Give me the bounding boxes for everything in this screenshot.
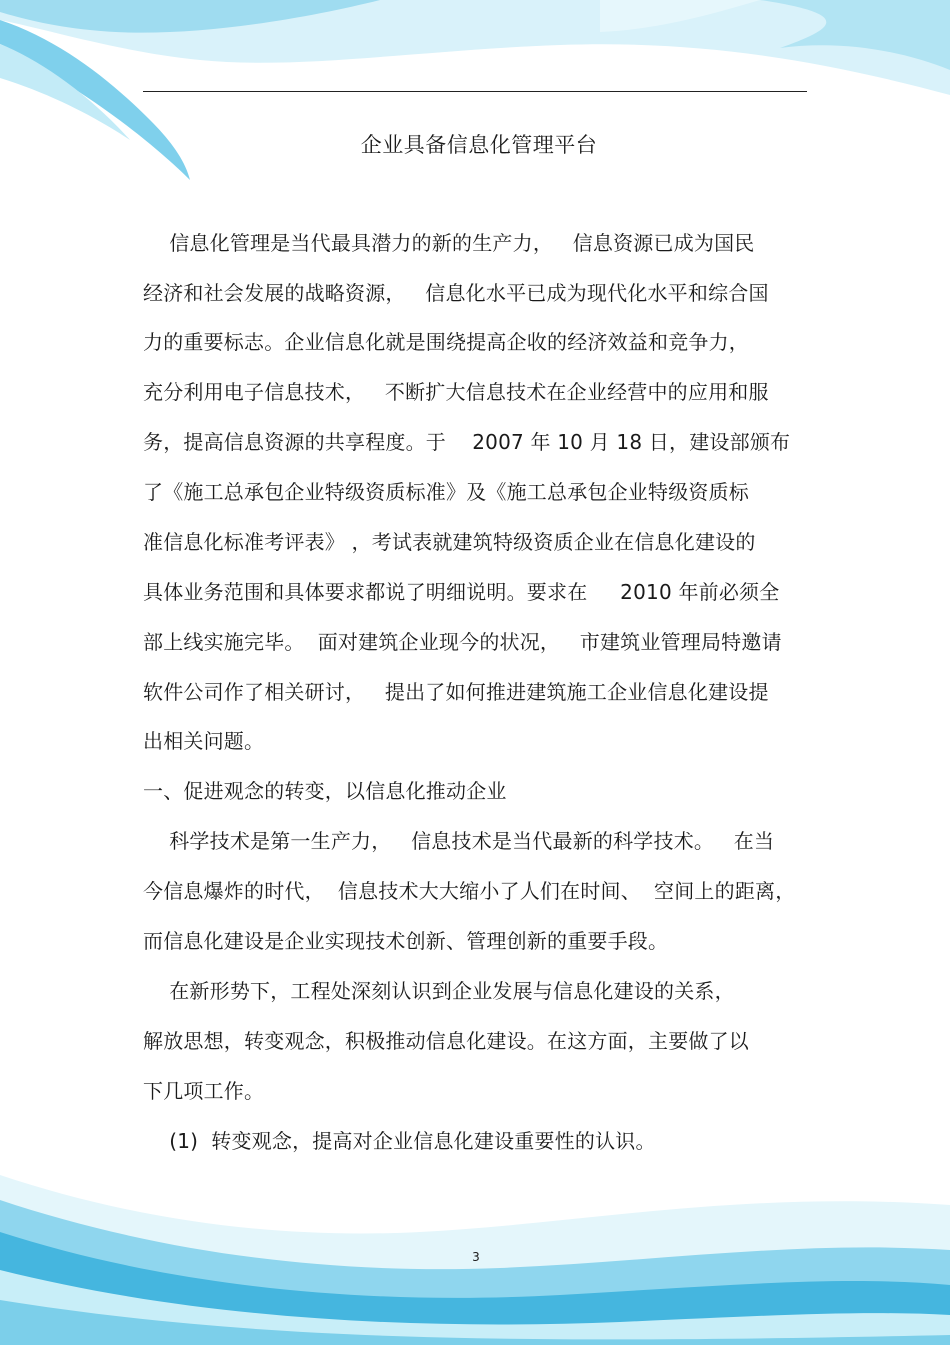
body-line: 充分利用电子信息技术， 不断扩大信息技术在企业经营中的应用和服 bbox=[143, 380, 769, 404]
body-line: 出相关问题。 bbox=[143, 729, 265, 753]
body-line: (1) 转变观念，提高对企业信息化建设重要性的认识。 bbox=[143, 1129, 656, 1153]
body-line: 今信息爆炸的时代， 信息技术大大缩小了人们在时间、 空间上的距离， bbox=[143, 879, 796, 903]
body-line: 解放思想，转变观念，积极推动信息化建设。在这方面，主要做了以 bbox=[143, 1029, 749, 1053]
body-line: 了《施工总承包企业特级资质标准》及《施工总承包企业特级资质标 bbox=[143, 480, 749, 504]
body-line: 部上线实施完毕。 面对建筑企业现今的状况， 市建筑业管理局特邀请 bbox=[143, 630, 782, 654]
body-line: 软件公司作了相关研讨， 提出了如何推进建筑施工企业信息化建设提 bbox=[143, 680, 769, 704]
body-line: 在新形势下，工程处深刻认识到企业发展与信息化建设的关系， bbox=[143, 979, 735, 1003]
body-line: 经济和社会发展的战略资源， 信息化水平已成为现代化水平和综合国 bbox=[143, 281, 769, 305]
body-line: 准信息化标准考评表》 ，考试表就建筑特级资质企业在信息化建设的 bbox=[143, 530, 756, 554]
page-number: 3 bbox=[472, 1250, 480, 1264]
header-rule bbox=[143, 91, 807, 92]
body-line: 信息化管理是当代最具潜力的新的生产力， 信息资源已成为国民 bbox=[143, 231, 755, 255]
body-line: 科学技术是第一生产力， 信息技术是当代最新的科学技术。 在当 bbox=[143, 829, 775, 853]
document-title: 企业具备信息化管理平台 bbox=[360, 133, 598, 157]
body-line: 下几项工作。 bbox=[143, 1079, 265, 1103]
body-line: 务，提高信息资源的共享程度。于 2007 年 10 月 18 日，建设部颁布 bbox=[143, 430, 791, 454]
body-line: 而信息化建设是企业实现技术创新、管理创新的重要手段。 bbox=[143, 929, 669, 953]
body-line: 力的重要标志。企业信息化就是围绕提高企收的经济效益和竞争力， bbox=[143, 330, 749, 354]
body-line: 具体业务范围和具体要求都说了明细说明。要求在 2010 年前必须全 bbox=[143, 580, 780, 604]
body-line: 一、促进观念的转变，以信息化推动企业 bbox=[143, 779, 507, 803]
